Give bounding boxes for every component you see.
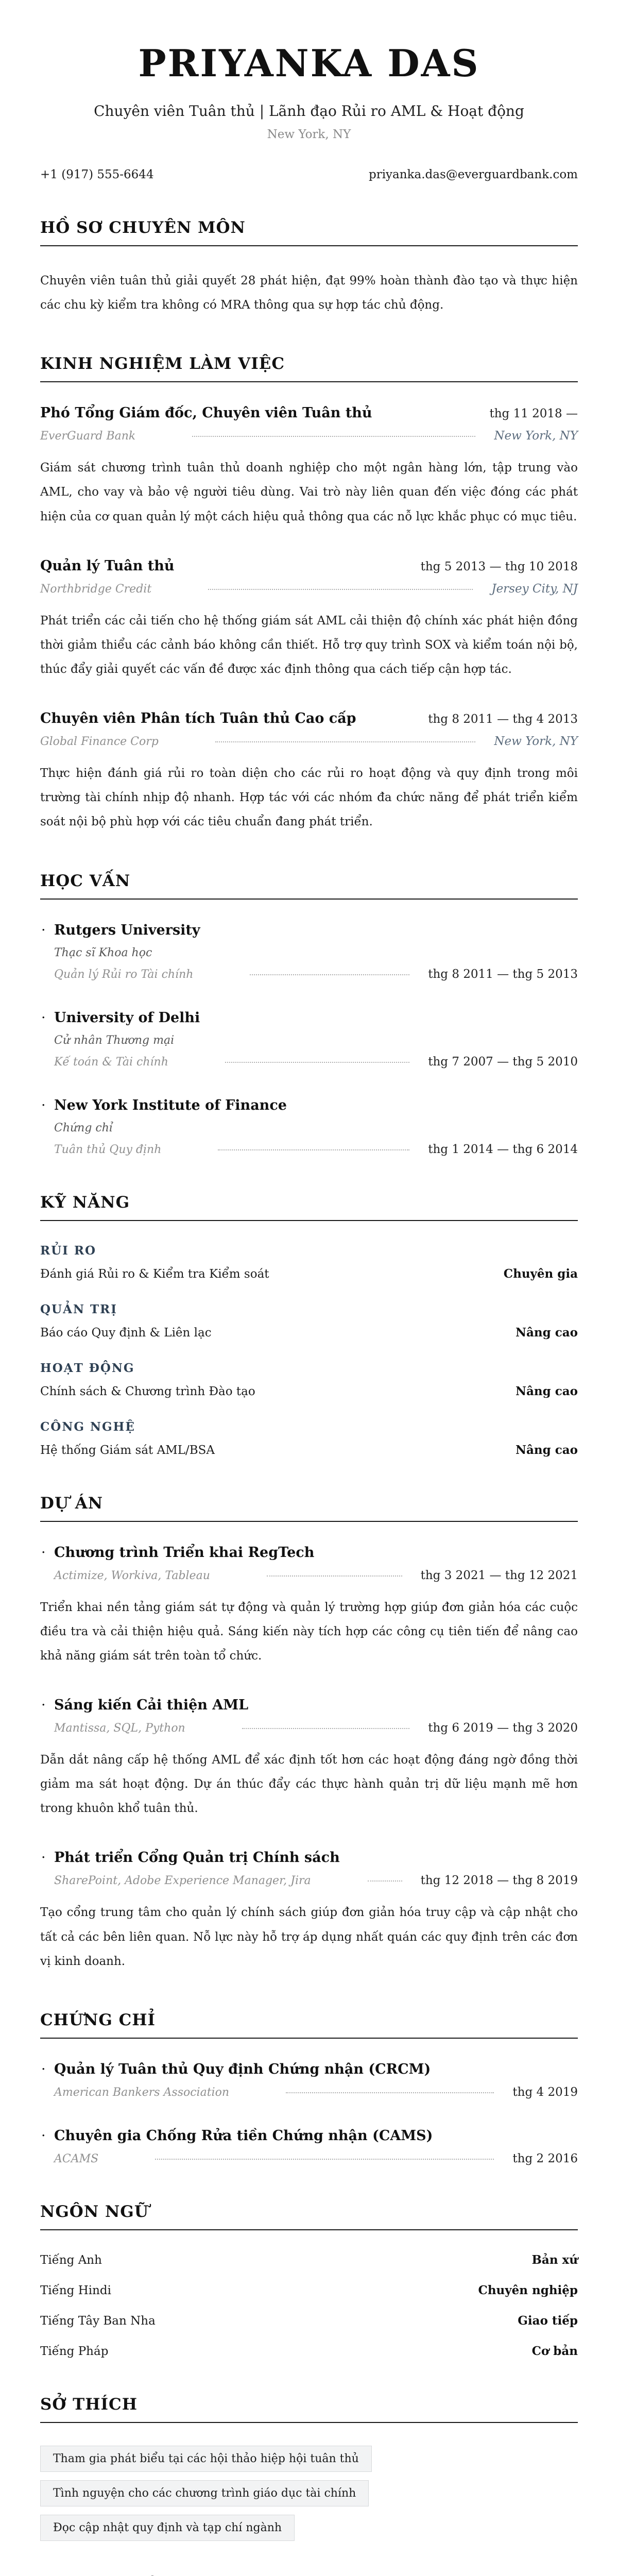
job-description: Giám sát chương trình tuân thủ doanh nghiệp cho một ngân hàng lớn, tập trung vào AML, cho vay và bảo vệ người tiêu dùng. Vai trò này liên quan đến việc đóng các phát hiện của cơ quan quản lý một cách hiệu quả thông qua các nỗ lực khắc phục có mục tiêu. [40, 461, 578, 523]
section-education [40, 872, 578, 1156]
skill-category: HOẠT ĐỘNG [40, 1361, 135, 1375]
section-title-projects: DỰ ÁN [40, 1494, 578, 1522]
bullet-icon: · [41, 1544, 46, 1561]
certification-name: Chuyên gia Chống Rửa tiền Chứng nhận (CAMS) [54, 2127, 433, 2144]
job-meta-row [40, 735, 578, 748]
project-name: Chương trình Triển khai RegTech [54, 1544, 315, 1561]
dotted-leader [192, 436, 475, 437]
dotted-leader [215, 741, 476, 742]
project-date: thg 12 2018 — thg 8 2019 [420, 1874, 578, 1888]
language-level: Bản xứ [531, 2252, 578, 2267]
person-headline: Chuyên viên Tuân thủ | Lãnh đạo Rủi ro AML & Hoạt động [94, 103, 524, 120]
skill-category-block [40, 1302, 578, 1340]
skill-category: QUẢN TRỊ [40, 1302, 117, 1316]
certification-entry [40, 2061, 578, 2099]
project-entry [40, 1545, 578, 1668]
dotted-leader [250, 974, 409, 975]
skill-row [40, 1384, 578, 1398]
job-company: Global Finance Corp [40, 735, 159, 749]
person-location: New York, NY [267, 128, 351, 141]
field-of-study: Tuân thủ Quy định [54, 1143, 162, 1156]
section-skills [40, 1193, 578, 1457]
certification-issuer: ACAMS [54, 2152, 99, 2165]
project-tech: SharePoint, Adobe Experience Manager, Jira [54, 1874, 311, 1888]
dotted-leader [218, 1149, 409, 1150]
degree-name: Chứng chỉ [54, 1121, 113, 1134]
certification-entry [40, 2128, 578, 2165]
job-company: Northbridge Credit [40, 582, 152, 596]
field-of-study: Quản lý Rủi ro Tài chính [54, 968, 194, 981]
job-meta-row [40, 429, 578, 443]
job-date: thg 8 2011 — thg 4 2013 [428, 713, 578, 726]
skill-level: Nâng cao [516, 1443, 578, 1457]
dotted-leader [286, 2092, 494, 2093]
education-meta-row [54, 1143, 578, 1156]
degree-name: Cử nhân Thương mại [54, 1033, 175, 1047]
skill-category-block [40, 1244, 578, 1281]
project-date: thg 6 2019 — thg 3 2020 [428, 1721, 578, 1735]
education-date: thg 7 2007 — thg 5 2010 [428, 1055, 578, 1069]
section-languages [40, 2202, 578, 2358]
job-location: New York, NY [494, 429, 578, 443]
job-description: Phát triển các cải tiến cho hệ thống giám sát AML cải thiện độ chính xác phát hiện đồng thời giảm thiểu các cảnh báo không cần thiết. Hỗ trợ quy trình SOX và kiểm toán nội bộ, thúc đẩy giải quyết các vấn đề được xác định thông qua cách tiếp cận hợp tác. [40, 614, 578, 676]
certification-issuer: American Bankers Association [54, 2086, 230, 2099]
dotted-leader [242, 1728, 410, 1729]
education-meta-row [54, 1055, 578, 1069]
education-entry-body [40, 922, 578, 981]
language-level: Cơ bản [531, 2344, 578, 2358]
project-entry-head [40, 1697, 578, 1735]
job-company: EverGuard Bank [40, 430, 136, 443]
section-title-interests: SỞ THÍCH [40, 2395, 578, 2423]
language-name: Tiếng Anh [40, 2253, 102, 2267]
education-entry [40, 922, 578, 981]
project-entry-head [40, 1545, 578, 1582]
skill-level: Chuyên gia [503, 1266, 578, 1281]
experience-entry-head [40, 710, 578, 726]
section-title-profile: HỒ SƠ CHUYÊN MÔN [40, 218, 578, 246]
phone-number: +1 (917) 555-6644 [40, 168, 154, 181]
field-of-study: Kế toán & Tài chính [54, 1055, 168, 1069]
interest-item: Tình nguyện cho các chương trình giáo dục tài chính [40, 2480, 369, 2506]
skill-name: Hệ thống Giám sát AML/BSA [40, 1443, 215, 1457]
section-title-education: HỌC VẤN [40, 872, 578, 900]
skill-category: RỦI RO [40, 1243, 97, 1258]
degree-name: Thạc sĩ Khoa học [54, 946, 152, 959]
skill-name: Đánh giá Rủi ro & Kiểm tra Kiểm soát [40, 1267, 269, 1281]
skill-level: Nâng cao [516, 1325, 578, 1340]
email-address: priyanka.das@everguardbank.com [368, 168, 578, 181]
section-experience [40, 354, 578, 834]
profile-text: Chuyên viên tuân thủ giải quyết 28 phát hiện, đạt 99% hoàn thành đào tạo và thực hiện các chu kỳ kiểm tra không có MRA thông qua sự hợp tác chủ động. [40, 274, 578, 312]
section-certifications [40, 2011, 578, 2165]
language-level: Chuyên nghiệp [478, 2283, 578, 2297]
project-meta-row [54, 1874, 578, 1887]
bullet-icon: · [41, 2061, 46, 2077]
skill-name: Báo cáo Quy định & Liên lạc [40, 1326, 212, 1340]
school-name: Rutgers University [54, 922, 200, 938]
experience-entry [40, 558, 578, 682]
school-name: University of Delhi [54, 1009, 200, 1026]
person-name: PRIYANKA DAS [138, 41, 480, 85]
experience-entry [40, 710, 578, 834]
project-description: Triển khai nền tảng giám sát tự động và quản lý trường hợp giúp đơn giản hóa các cuộc điều tra và cải thiện hiệu quả. Sáng kiến này tích hợp các công cụ tiên tiến để nâng cao khả năng giám sát trên toàn tổ chức. [40, 1600, 578, 1663]
bullet-icon: · [41, 922, 46, 938]
skill-row [40, 1267, 578, 1281]
section-title-skills: KỸ NĂNG [40, 1193, 578, 1221]
section-profile [40, 218, 578, 317]
project-entry [40, 1850, 578, 1973]
interest-item: Tham gia phát biểu tại các hội thảo hiệp hội tuân thủ [40, 2446, 372, 2472]
bullet-icon: · [41, 1097, 46, 1113]
project-name: Phát triển Cổng Quản trị Chính sách [54, 1850, 340, 1866]
skill-name: Chính sách & Chương trình Đào tạo [40, 1384, 255, 1398]
education-entry [40, 1010, 578, 1069]
experience-entry-head [40, 558, 578, 574]
certification-entry-body [40, 2061, 578, 2099]
job-title: Phó Tổng Giám đốc, Chuyên viên Tuân thủ [40, 405, 372, 421]
project-tech: Mantissa, SQL, Python [54, 1721, 185, 1735]
job-title: Chuyên viên Phân tích Tuân thủ Cao cấp [40, 710, 356, 727]
job-date: thg 5 2013 — thg 10 2018 [420, 560, 578, 573]
contact-row [40, 168, 578, 181]
section-title-experience: KINH NGHIỆM LÀM VIỆC [40, 354, 578, 382]
skill-level: Nâng cao [516, 1384, 578, 1398]
certification-entry-body [40, 2128, 578, 2165]
education-entry-body [40, 1010, 578, 1069]
certification-meta-row [54, 2152, 578, 2165]
education-date: thg 1 2014 — thg 6 2014 [428, 1142, 578, 1156]
project-date: thg 3 2021 — thg 12 2021 [420, 1568, 578, 1582]
education-entry-body [40, 1097, 578, 1156]
section-title-languages: NGÔN NGỮ [40, 2202, 578, 2230]
bullet-icon: · [41, 1009, 46, 1026]
certification-date: thg 2 2016 [512, 2151, 578, 2165]
job-meta-row [40, 582, 578, 596]
education-date: thg 8 2011 — thg 5 2013 [428, 967, 578, 981]
skill-category-block [40, 1420, 578, 1457]
language-name: Tiếng Tây Ban Nha [40, 2314, 156, 2328]
experience-entry-head [40, 405, 578, 421]
job-location: New York, NY [494, 735, 578, 749]
resume-header [40, 41, 578, 181]
dotted-leader [225, 1062, 409, 1063]
project-description: Tạo cổng trung tâm cho quản lý chính sách giúp đơn giản hóa truy cập và cập nhật cho tất cả các bên liên quan. Nỗ lực này hỗ trợ áp dụng nhất quán các quy định trên các đơn vị kinh doanh. [40, 1906, 578, 1968]
language-name: Tiếng Pháp [40, 2344, 109, 2358]
job-date: thg 11 2018 — [489, 407, 578, 421]
project-meta-row [54, 1569, 578, 1582]
education-entry [40, 1097, 578, 1156]
dotted-leader [155, 2159, 494, 2160]
bullet-icon: · [41, 1850, 46, 1866]
section-title-certifications: CHỨNG CHỈ [40, 2011, 578, 2039]
interest-item: Đọc cập nhật quy định và tạp chí ngành [40, 2515, 295, 2541]
dotted-leader [368, 1880, 402, 1882]
dotted-leader [267, 1575, 402, 1577]
language-row [40, 2314, 578, 2328]
language-level: Giao tiếp [518, 2313, 578, 2328]
language-row [40, 2253, 578, 2267]
language-row [40, 2283, 578, 2297]
bullet-icon: · [41, 1697, 46, 1713]
section-interests [40, 2395, 578, 2541]
project-name: Sáng kiến Cải thiện AML [54, 1697, 249, 1713]
project-description: Dẫn dắt nâng cấp hệ thống AML để xác định tốt hơn các hoạt động đáng ngờ đồng thời giảm ma sát hoạt động. Dự án thúc đẩy các thực hành quản trị dữ liệu mạnh mẽ hơn trong khuôn khổ tuân thủ. [40, 1753, 578, 1816]
experience-entry [40, 405, 578, 529]
project-tech: Actimize, Workiva, Tableau [54, 1569, 210, 1582]
skill-row [40, 1326, 578, 1340]
dotted-leader [208, 589, 473, 590]
project-entry-head [40, 1850, 578, 1887]
language-name: Tiếng Hindi [40, 2283, 111, 2297]
language-row [40, 2344, 578, 2358]
education-meta-row [54, 968, 578, 981]
job-description: Thực hiện đánh giá rủi ro toàn diện cho các rủi ro hoạt động và quy định trong môi trường tài chính nhịp độ nhanh. Hợp tác với các nhóm đa chức năng để phát triển kiểm soát nội bộ phù hợp với các tiêu chuẩn đang phát triển. [40, 767, 578, 829]
skill-category-block [40, 1361, 578, 1398]
section-projects [40, 1494, 578, 1974]
project-entry [40, 1697, 578, 1821]
certification-name: Quản lý Tuân thủ Quy định Chứng nhận (CRCM) [54, 2061, 431, 2077]
job-location: Jersey City, NJ [491, 582, 578, 596]
job-title: Quản lý Tuân thủ [40, 557, 175, 574]
skill-category: CÔNG NGHỆ [40, 1419, 135, 1434]
bullet-icon: · [41, 2127, 46, 2144]
project-meta-row [54, 1721, 578, 1735]
skill-row [40, 1443, 578, 1457]
certification-meta-row [54, 2086, 578, 2099]
school-name: New York Institute of Finance [54, 1097, 287, 1113]
certification-date: thg 4 2019 [512, 2085, 578, 2099]
